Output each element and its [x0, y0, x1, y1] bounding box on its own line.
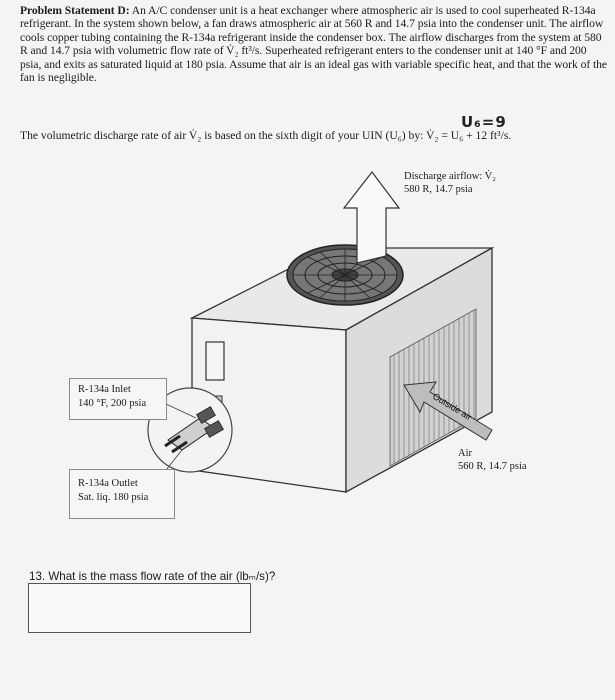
- air-label: [458, 447, 527, 473]
- answer-box[interactable]: [28, 583, 251, 633]
- question-13: 13. What is the mass flow rate of the air (lbₘ/s)?: [29, 570, 276, 583]
- outside-air-label: Outside air: [430, 391, 474, 423]
- outlet-label-line2: Sat. liq. 180 psia: [78, 492, 149, 503]
- service-panel: [206, 342, 224, 380]
- problem-heading: Problem Statement D:: [20, 4, 130, 17]
- handwritten-note: U₆=9: [461, 113, 507, 131]
- outlet-label-line1: R-134a Outlet: [78, 478, 138, 489]
- air-label-line1: Air: [458, 448, 472, 459]
- air-label-line2: 560 R, 14.7 psia: [458, 461, 527, 472]
- discharge-label-line1: Discharge airflow: V̇₂: [404, 171, 496, 182]
- outlet-label-box: [69, 469, 175, 519]
- discharge-label: [404, 170, 496, 196]
- discharge-label-line2: 580 R, 14.7 psia: [404, 184, 473, 195]
- problem-body: An A/C condenser unit is a heat exchanger where atmospheric air is used to cool superheated R-134a refrigerant. In the system shown below, a fan draws atmospheric air at 560 R and 14.7 psia into the condenser unit. The airflow cools copper tubing containing the R-134a refrigerant inside the condenser box. The airflow discharges from the system at 580 R and 14.7 psia with volumetric flow rate of V̇₂ ft³/s. Superheated refrigerant enters to the condenser unit at 140 °F and 200 psia, and exits as saturated liquid at 180 psia. Assume that air is an ideal gas with variable specific heat, and that the work of the fan is negligible.: [20, 4, 607, 85]
- inlet-label-line2: 140 °F, 200 psia: [78, 398, 147, 409]
- inlet-label-line1: R-134a Inlet: [78, 384, 131, 395]
- volumetric-statement: The volumetric discharge rate of air V̇₂ is based on the sixth digit of your UIN (U₆) by: V̇₂ = U₆ + 12 ft³/s.: [20, 129, 512, 142]
- inlet-label-box: [69, 378, 167, 420]
